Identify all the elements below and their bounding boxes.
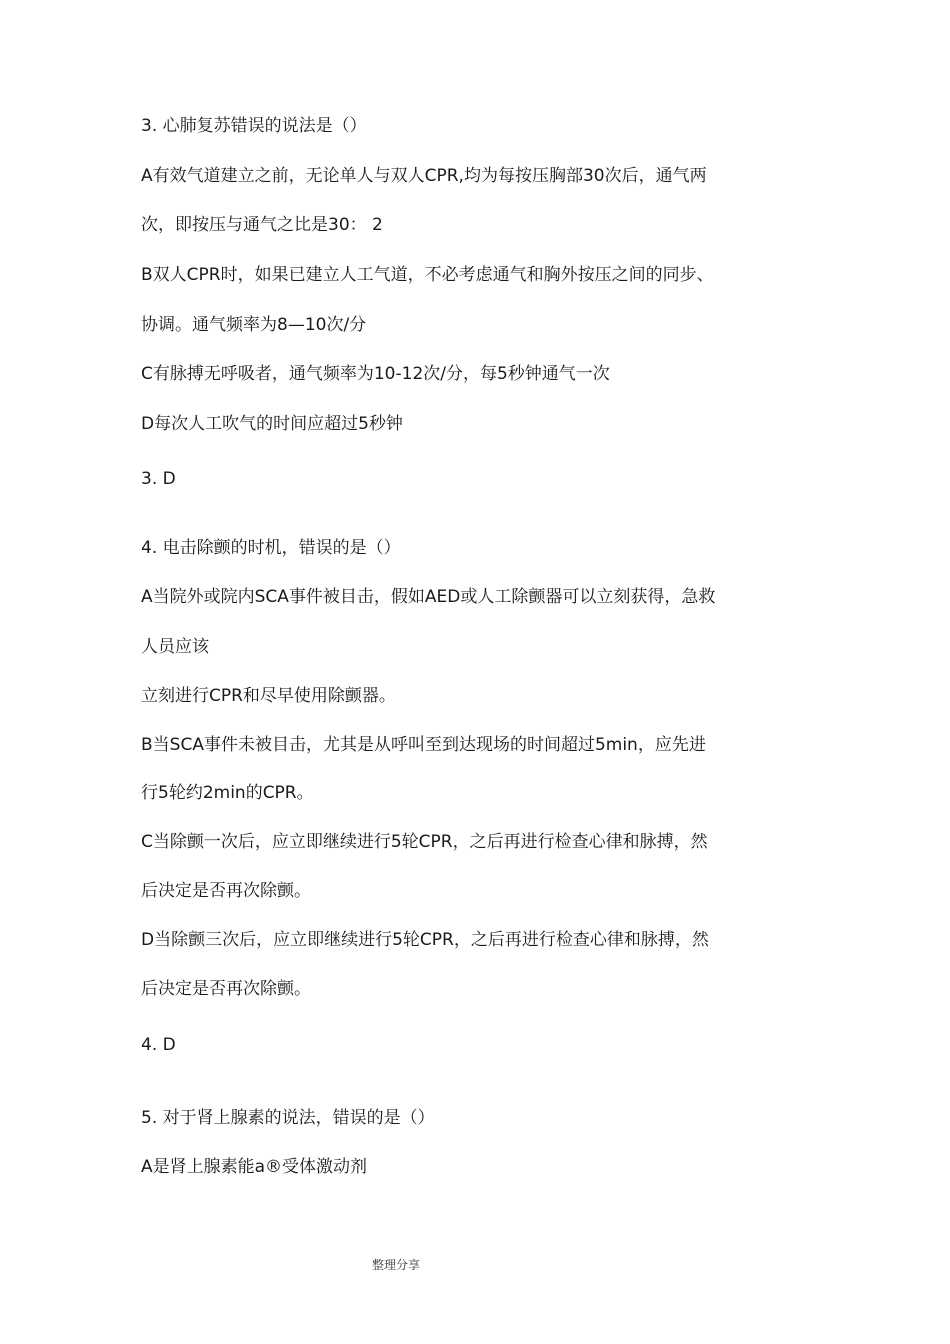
question-4-option-d-line-2: 后决定是否再次除颤。 [141, 979, 311, 999]
question-3-option-c: C有脉搏无呼吸者，通气频率为10-12次/分，每5秒钟通气一次 [141, 364, 610, 384]
question-4-option-a-line-2: 人员应该 [141, 637, 209, 657]
question-3-option-b-line-2: 协调。通气频率为8—10次/分 [141, 315, 367, 335]
question-4-option-b-line-2: 行5轮约2min的CPR。 [141, 783, 314, 803]
question-3-option-b-line-1: B双人CPR时，如果已建立人工气道，不必考虑通气和胸外按压之间的同步、 [141, 265, 714, 285]
question-4-option-b-line-1: B当SCA事件未被目击，尤其是从呼叫至到达现场的时间超过5min，应先进 [141, 735, 706, 755]
question-4-option-a-line-3: 立刻进行CPR和尽早使用除颤器。 [141, 686, 396, 706]
question-4-option-d-line-1: D当除颤三次后，应立即继续进行5轮CPR，之后再进行检查心律和脉搏，然 [141, 930, 709, 950]
question-4-title: 4. 电击除颤的时机，错误的是（） [141, 538, 401, 558]
question-3-answer: 3. D [141, 469, 176, 489]
question-4-option-c-line-2: 后决定是否再次除颤。 [141, 881, 311, 901]
question-4-answer: 4. D [141, 1035, 176, 1055]
question-3-option-d: D每次人工吹气的时间应超过5秒钟 [141, 414, 403, 434]
page-footer: 整理分享 [372, 1258, 421, 1272]
question-4-option-a-line-1: A当院外或院内SCA事件被目击，假如AED或人工除颤器可以立刻获得，急救 [141, 587, 716, 607]
question-5-title: 5. 对于肾上腺素的说法，错误的是（） [141, 1108, 435, 1128]
question-4-option-c-line-1: C当除颤一次后，应立即继续进行5轮CPR，之后再进行检查心律和脉搏，然 [141, 832, 708, 852]
question-3-title: 3. 心肺复苏错误的说法是（） [141, 116, 367, 136]
question-3-option-a-line-1: A有效气道建立之前，无论单人与双人CPR,均为每按压胸部30次后，通气两 [141, 166, 707, 186]
question-5-option-a: A是肾上腺素能a®受体激动剂 [141, 1157, 368, 1177]
question-3-option-a-line-2: 次，即按压与通气之比是30： 2 [141, 215, 383, 235]
